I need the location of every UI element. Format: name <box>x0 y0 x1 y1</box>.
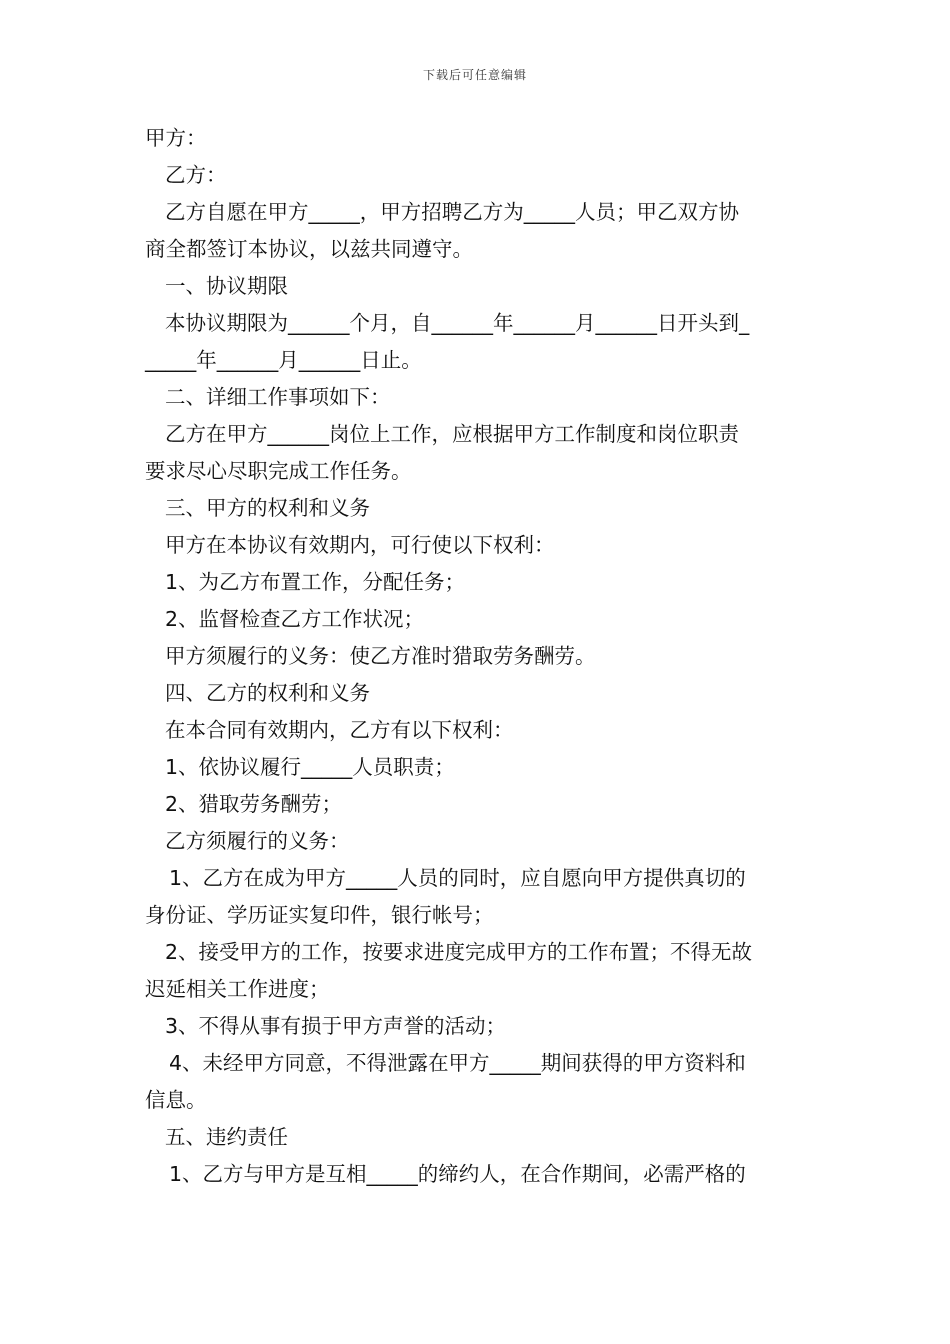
list-item: 1、为乙方布置工作，分配任务； <box>165 570 466 594</box>
list-item: 1、乙方在成为甲方_____人员的同时，应自愿向甲方提供真切的 <box>169 866 746 890</box>
doc-line: 乙方自愿在甲方_____，甲方招聘乙方为_____人员；甲乙双方协 <box>165 200 739 224</box>
doc-line: 身份证、学历证实复印件，银行帐号； <box>145 903 494 927</box>
header-note: 下载后可任意编辑 <box>422 68 527 82</box>
list-item: 2、接受甲方的工作，按要求进度完成甲方的工作布置；不得无故 <box>165 940 753 964</box>
section-heading: 二、详细工作事项如下： <box>165 385 391 409</box>
page-header <box>0 66 950 83</box>
doc-line: 乙方须履行的义务： <box>165 829 350 853</box>
doc-line: 迟延相关工作进度； <box>145 977 330 1001</box>
doc-line: 商全都签订本协议，以兹共同遵守。 <box>145 237 473 261</box>
doc-line: 乙方： <box>165 163 227 187</box>
list-item: 1、依协议履行_____人员职责； <box>165 755 455 779</box>
doc-line: 信息。 <box>145 1088 207 1112</box>
doc-line: 在本合同有效期内，乙方有以下权利： <box>165 718 514 742</box>
section-heading: 五、违约责任 <box>165 1125 288 1149</box>
list-item: 4、未经甲方同意，不得泄露在甲方_____期间获得的甲方资料和 <box>169 1051 746 1075</box>
document-body <box>145 120 810 1193</box>
list-item: 3、不得从事有损于甲方声誉的活动； <box>165 1014 507 1038</box>
doc-line: _____年______月______日止。 <box>145 348 422 372</box>
doc-line: 甲方须履行的义务：使乙方准时猎取劳务酬劳。 <box>165 644 596 668</box>
section-heading: 一、协议期限 <box>165 274 288 298</box>
section-heading: 三、甲方的权利和义务 <box>165 496 370 520</box>
doc-line: 乙方在甲方______岗位上工作，应根据甲方工作制度和岗位职责 <box>165 422 739 446</box>
list-item: 2、猎取劳务酬劳； <box>165 792 343 816</box>
doc-line: 本协议期限为______个月，自______年______月______日开头到_ <box>165 311 750 335</box>
doc-line: 要求尽心尽职完成工作任务。 <box>145 459 412 483</box>
section-heading: 四、乙方的权利和义务 <box>165 681 370 705</box>
list-item: 1、乙方与甲方是互相_____的缔约人，在合作期间，必需严格的 <box>169 1162 746 1186</box>
doc-line: 甲方： <box>145 126 207 150</box>
list-item: 2、监督检查乙方工作状况； <box>165 607 425 631</box>
doc-line: 甲方在本协议有效期内，可行使以下权利： <box>165 533 555 557</box>
